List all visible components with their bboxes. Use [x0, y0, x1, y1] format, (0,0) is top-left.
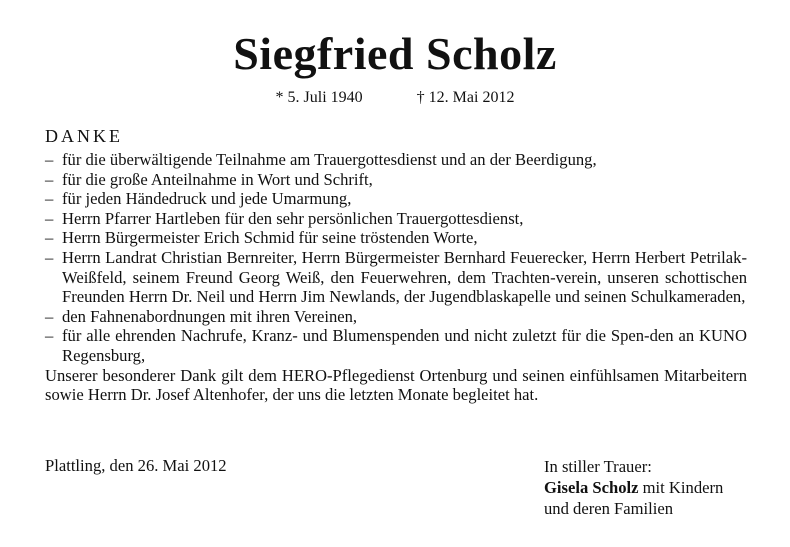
deceased-name: Siegfried Scholz [233, 28, 557, 79]
list-item: – für jeden Händedruck und jede Umarmung, [45, 189, 352, 209]
mourners-block [544, 456, 723, 519]
closing-paragraph: Unserer besonderer Dank gilt dem HERO-Pflegedienst Ortenburg und seinen einfühlsamen Mitarbeitern sowie Herrn Dr. Josef Altenhofer, der uns die letzten Monate begleitet hat. [45, 365, 747, 405]
dash-bullet: – [45, 247, 54, 267]
list-item: – Herrn Bürgermeister Erich Schmid für seine tröstenden Worte, [45, 228, 478, 248]
dash-bullet: – [45, 189, 54, 209]
dash-bullet: – [45, 150, 54, 169]
list-item: – den Fahnenabordnungen mit ihren Vereinen, [45, 306, 358, 326]
list-item: – für die große Anteilnahme in Wort und Schrift, [45, 169, 373, 189]
place-date: Plattling, den 26. Mai 2012 [45, 456, 227, 475]
thanks-list [45, 150, 747, 366]
dash-bullet: – [45, 208, 54, 228]
birth-date: * 5. Juli 1940 [275, 89, 363, 106]
widow-name: Gisela Scholz [544, 478, 639, 497]
thanks-heading: DANKE [45, 126, 123, 146]
dash-bullet: – [45, 306, 54, 326]
list-item: – für die überwältigende Teilnahme am Trauergottesdienst und an der Beerdigung, [45, 150, 597, 169]
list-item: – Herrn Landrat Christian Bernreiter, Herrn Bürgermeister Bernhard Feuerecker, Herrn Herbert Petrilak-Weißfeld, seinem Freund Georg Weiß, den Feuerwehren, dem Trachten-verein, unseren schottischen Freunden Herrn Dr. Neil und Herrn Jim Newlands, der Jugendblaskapelle und seinen Schulkameraden, [45, 247, 747, 307]
dash-bullet: – [45, 169, 54, 189]
death-date: † 12. Mai 2012 [416, 89, 515, 106]
mourning-line: In stiller Trauer: [544, 457, 652, 476]
list-item: – Herrn Pfarrer Hartleben für den sehr persönlichen Trauergottesdienst, [45, 208, 524, 228]
dash-bullet: – [45, 228, 54, 248]
thanks-text [45, 150, 747, 405]
dash-bullet: – [45, 326, 54, 346]
life-dates [0, 88, 790, 108]
mourning-names: Gisela Scholz mit Kindern [544, 478, 724, 497]
mourning-family: und deren Familien [544, 499, 674, 518]
list-item: – für alle ehrenden Nachrufe, Kranz- und Blumenspenden und nicht zuletzt für die Spen-den an KUNO Regensburg, [45, 326, 747, 365]
